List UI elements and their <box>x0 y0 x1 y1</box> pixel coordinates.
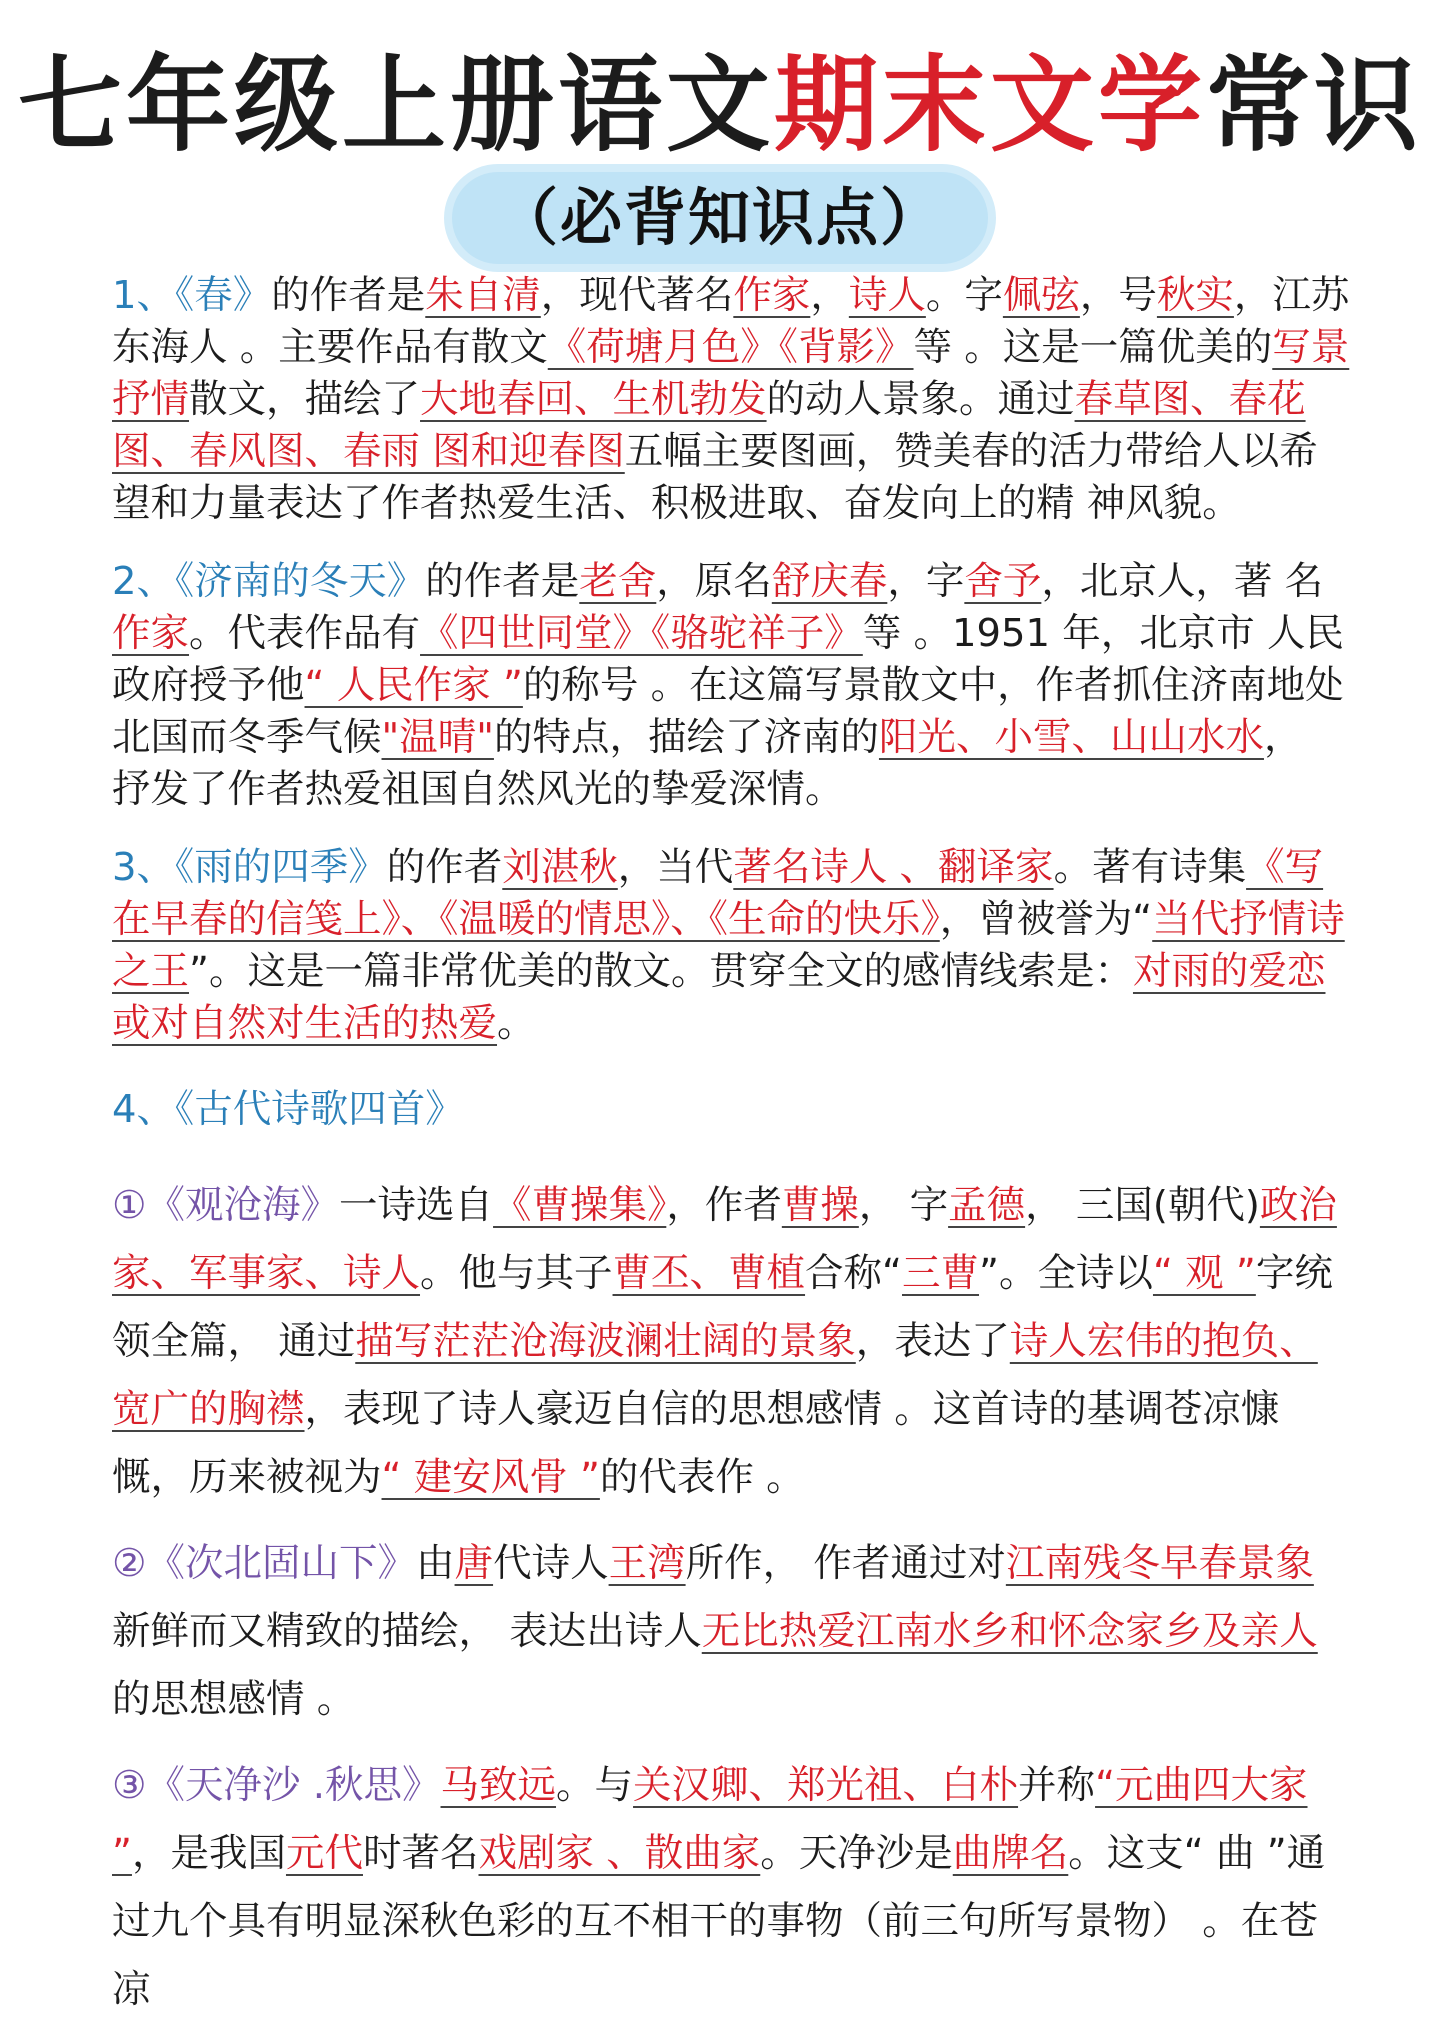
key-point: 诗人宏伟的抱负、宽广的胸襟 <box>112 1319 1318 1432</box>
key-point: 政治家、军事家、诗人 <box>112 1183 1337 1296</box>
book-title: 《次北固山下》 <box>146 1541 417 1586</box>
book-title: 《济南的冬天》 <box>175 559 426 604</box>
key-point: “ 人民作家 ” <box>304 663 523 708</box>
text: 。代表作品有 <box>189 611 421 656</box>
key-point: 刘湛秋 <box>502 845 618 890</box>
text: 由 <box>416 1541 455 1586</box>
book-title: 《雨的四季》 <box>175 845 387 890</box>
key-point: 孟德 <box>948 1183 1026 1228</box>
text: 散文，描绘了 <box>189 377 421 422</box>
text: 。字 <box>925 273 1003 318</box>
key-point: 大地春回、生机勃发 <box>420 377 767 422</box>
key-point: 关汉卿、郑光祖、白朴 <box>633 1763 1019 1808</box>
text: ，原名 <box>656 559 772 604</box>
text: ， 三国(朝代) <box>1025 1183 1260 1228</box>
book-title: 《春》 <box>175 273 272 318</box>
text: 等 。这是一篇优美的 <box>913 325 1273 370</box>
key-point: 《写在早春的信笺上》、《温暖的情思》、《生命的快乐》 <box>112 845 1324 942</box>
key-point: 曹操 <box>781 1183 859 1228</box>
text: 。他与其子 <box>420 1251 613 1296</box>
key-point: 王湾 <box>608 1541 686 1586</box>
paragraph-chun <box>112 270 1352 530</box>
key-point: 对雨的爱恋或对自然对生活的热爱 <box>112 949 1326 1046</box>
title-part-black: 七年级上册语文 <box>17 44 774 166</box>
text: ， 抒发了作者热爱祖国自然风光的挚爱深情。 <box>112 715 1303 812</box>
book-title: 《天净沙 .秋思》 <box>146 1763 441 1808</box>
text: ，号 <box>1079 273 1157 318</box>
key-point: "温晴" <box>381 715 494 760</box>
key-point: 无比热爱江南水乡和怀念家乡及亲人 <box>701 1609 1318 1654</box>
text: 所作， 作者通过对 <box>685 1541 1006 1586</box>
text: 的作者是 <box>271 273 426 318</box>
key-point: 诗人 <box>848 273 926 318</box>
text: ，江苏东海人 。主要作品有散文 <box>112 273 1350 370</box>
key-point: “ 建安风骨 ” <box>381 1455 600 1500</box>
text: 。与 <box>556 1763 634 1808</box>
key-point: 江南残冬早春景象 <box>1005 1541 1314 1586</box>
text: 等 。1951 年，北京市 人民政府授予他 <box>112 611 1344 708</box>
key-point: “ 观 ” <box>1152 1251 1256 1296</box>
key-point: 《荷塘月色》《背影》 <box>547 325 914 370</box>
key-point: 马致远 <box>440 1763 557 1808</box>
key-point: 描写茫茫沧海波澜壮阔的景象 <box>355 1319 856 1364</box>
text: 的作者 <box>386 845 503 890</box>
key-point: 佩弦 <box>1002 273 1080 318</box>
title-part-black-end: 常识 <box>1206 44 1423 166</box>
text: 。著有诗集 <box>1053 845 1247 890</box>
book-title: 《观沧海》 <box>146 1183 340 1228</box>
page-title <box>0 40 1440 170</box>
key-point: 当代抒情诗之王 <box>112 897 1345 994</box>
key-point: 《四世同堂》《骆驼祥子》 <box>420 611 863 656</box>
text: 并称 <box>1018 1763 1096 1808</box>
key-point: 舒庆春 <box>771 559 888 604</box>
text: 。天净沙是 <box>760 1831 953 1876</box>
item-number: 1、 <box>112 273 175 318</box>
text: ”。全诗以 <box>979 1251 1153 1296</box>
text: ，现代著名 <box>540 273 734 318</box>
text: 代诗人 <box>493 1541 609 1586</box>
key-point: “元曲四大家 ” <box>112 1763 1308 1876</box>
section-heading: 4、《古代诗歌四首》 <box>112 1087 464 1132</box>
key-point: 曲牌名 <box>952 1831 1069 1876</box>
text: 的称号 。在这篇写景散文中，作者抓住济南地处北国而冬季气候 <box>112 663 1344 760</box>
text: 的特点，描绘了济南的 <box>493 715 879 760</box>
text: 新鲜而又精致的描绘， 表达出诗人 <box>112 1609 702 1654</box>
key-point: 朱自清 <box>425 273 541 318</box>
key-point: 老舍 <box>579 559 657 604</box>
item-number: ③ <box>112 1763 147 1808</box>
key-point: 三曹 <box>902 1251 980 1296</box>
content <box>112 270 1352 2042</box>
paragraph-jinan <box>112 556 1352 816</box>
text: ，表现了诗人豪迈自信的思想感情 。这首诗的基调苍凉慷慨，历来被视为 <box>112 1387 1280 1500</box>
text: 时著名 <box>362 1831 479 1876</box>
key-point: 秋实 <box>1156 273 1234 318</box>
key-point: 舍予 <box>964 559 1042 604</box>
paragraph-cibeiguoshan <box>112 1530 1352 1734</box>
subtitle-badge: （必背知识点） <box>452 172 988 264</box>
text: ，曾被誉为“ <box>939 897 1153 942</box>
text: 字统领全篇， 通过 <box>112 1251 1333 1364</box>
text: 的代表作 。 <box>599 1455 805 1500</box>
key-point: 阳光、小雪、山山水水 <box>878 715 1264 760</box>
item-number: 3、 <box>112 845 175 890</box>
title-part-red: 期末文学 <box>773 44 1206 166</box>
key-point: 作家 <box>112 611 190 656</box>
item-number: ① <box>112 1183 147 1228</box>
item-number: ② <box>112 1541 147 1586</box>
text: 。 <box>497 1001 536 1046</box>
text: ，当代 <box>617 845 734 890</box>
text: 一诗选自 <box>339 1183 494 1228</box>
key-point: 写景抒情 <box>112 325 1350 422</box>
text: ，作者 <box>666 1183 782 1228</box>
text: ， 字 <box>858 1183 949 1228</box>
key-point: 作家 <box>733 273 811 318</box>
text: 合称“ <box>805 1251 902 1296</box>
subtitle-wrap <box>0 172 1440 264</box>
key-point: 元代 <box>285 1831 363 1876</box>
text: ， <box>810 273 849 318</box>
text: 。这支“ 曲 ”通过九个具有明显深秋色彩的互不相干的事物（前三句所写景物） 。在苍凉 <box>112 1831 1326 2012</box>
text: 的作者是 <box>425 559 580 604</box>
paragraph-yu <box>112 842 1352 1050</box>
key-point: 春草图、春花图、春风图、春雨 图和迎春图 <box>112 377 1306 474</box>
key-point: 著名诗人 、翻译家 <box>733 845 1054 890</box>
key-point: 曹丕、曹植 <box>612 1251 806 1296</box>
text: ，字 <box>887 559 965 604</box>
text: ”。这是一篇非常优美的散文。贯穿全文的感情线索是： <box>189 949 1133 994</box>
key-point: 《曹操集》 <box>493 1183 667 1228</box>
text: 五幅主要图画，赞美春的活力带给人以希望和力量表达了作者热爱生活、积极进取、奋发向上的精 神风貌。 <box>112 429 1318 526</box>
item-number: 2、 <box>112 559 175 604</box>
key-point: 戏剧家 、散曲家 <box>478 1831 761 1876</box>
text: ，北京人，著 名 <box>1041 559 1324 604</box>
paragraph-tianjingsha <box>112 1752 1352 2024</box>
text: ，是我国 <box>131 1831 286 1876</box>
key-point: 唐 <box>454 1541 494 1586</box>
text: 的动人景象。通过 <box>766 377 1075 422</box>
paragraph-guancanghai <box>112 1172 1352 1512</box>
text: ，表达了 <box>855 1319 1010 1364</box>
text: 的思想感情 。 <box>112 1677 356 1722</box>
